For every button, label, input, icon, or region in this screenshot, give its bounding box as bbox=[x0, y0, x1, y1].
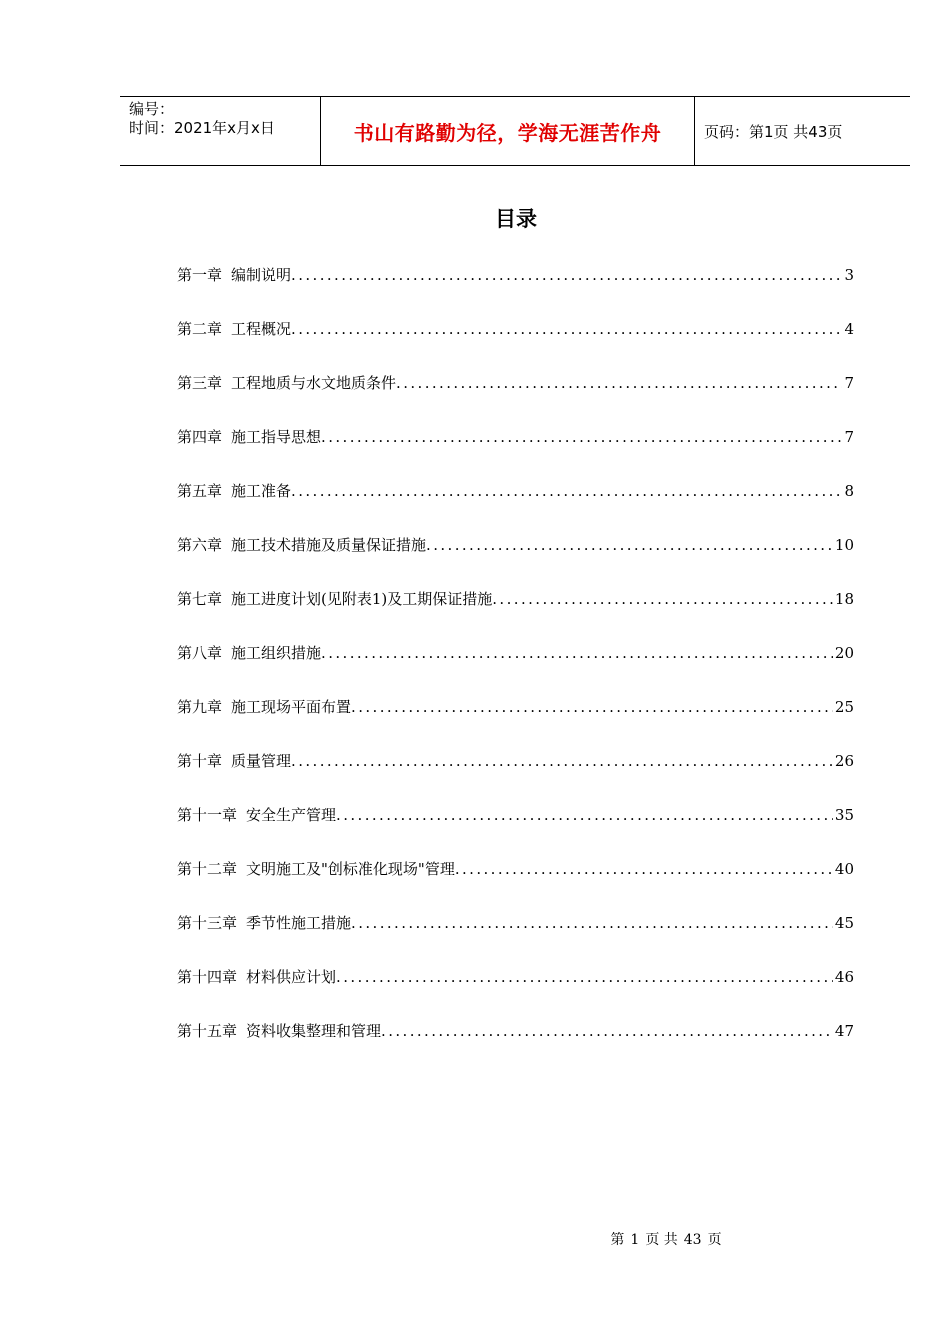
toc-entry-title: 工程概况 bbox=[231, 320, 292, 338]
toc-entry-page: 45 bbox=[834, 914, 854, 932]
toc-entry-title: 施工准备 bbox=[231, 482, 292, 500]
toc-entry-chapter: 第一章 bbox=[177, 266, 223, 284]
toc-dot-leader bbox=[291, 264, 842, 286]
toc-entry-page: 10 bbox=[834, 536, 854, 554]
toc-entry[interactable] bbox=[177, 264, 854, 318]
toc-entry[interactable] bbox=[177, 750, 854, 804]
toc-entry-title: 工程地质与水文地质条件 bbox=[231, 374, 397, 392]
toc-entry-title: 施工指导思想 bbox=[231, 428, 322, 446]
toc-entry-title: 质量管理 bbox=[231, 752, 292, 770]
toc-entry[interactable] bbox=[177, 318, 854, 372]
toc-entry[interactable] bbox=[177, 966, 854, 1020]
toc-entry-chapter: 第十一章 bbox=[177, 806, 238, 824]
time-label: 时间：2021年x月x日 bbox=[129, 119, 275, 137]
page-footer bbox=[0, 1229, 950, 1249]
toc-entry-chapter: 第十五章 bbox=[177, 1022, 238, 1040]
toc-entry-chapter: 第七章 bbox=[177, 590, 223, 608]
footer-suffix: 页 bbox=[707, 1232, 722, 1248]
toc-entry-title: 季节性施工措施 bbox=[246, 914, 352, 932]
toc-entry-page: 18 bbox=[834, 590, 854, 608]
toc-entry[interactable] bbox=[177, 426, 854, 480]
header-meta-cell bbox=[120, 97, 321, 165]
toc-dot-leader bbox=[291, 750, 833, 772]
header-page-cell bbox=[695, 97, 910, 165]
toc-entry-page: 8 bbox=[844, 482, 854, 500]
toc-entry[interactable] bbox=[177, 696, 854, 750]
header-table bbox=[120, 96, 910, 166]
toc-dot-leader bbox=[336, 804, 833, 826]
toc-entry-title: 文明施工及"创标准化现场"管理 bbox=[246, 860, 455, 878]
toc-entry-title: 施工进度计划(见附表1)及工期保证措施 bbox=[231, 590, 493, 608]
toc-dot-leader bbox=[351, 696, 833, 718]
toc-dot-leader bbox=[291, 480, 842, 502]
toc-entry-page: 20 bbox=[834, 644, 854, 662]
toc-entry[interactable] bbox=[177, 480, 854, 534]
toc-entry-title: 施工组织措施 bbox=[231, 644, 322, 662]
toc-entry-chapter: 第九章 bbox=[177, 698, 223, 716]
toc-entry-chapter: 第十四章 bbox=[177, 968, 238, 986]
toc-entry[interactable] bbox=[177, 912, 854, 966]
footer-total-pages: 43 bbox=[683, 1232, 702, 1248]
toc-dot-leader bbox=[351, 912, 833, 934]
toc-dot-leader bbox=[492, 588, 833, 610]
toc-dot-leader bbox=[321, 426, 842, 448]
number-label: 编号： bbox=[129, 100, 175, 118]
toc-entry[interactable] bbox=[177, 588, 854, 642]
toc-entry-title: 资料收集整理和管理 bbox=[246, 1022, 382, 1040]
toc-entry-chapter: 第八章 bbox=[177, 644, 223, 662]
toc-entry-title: 材料供应计划 bbox=[246, 968, 337, 986]
toc-entry-page: 7 bbox=[844, 428, 854, 446]
toc-entry-chapter: 第三章 bbox=[177, 374, 223, 392]
toc-dot-leader bbox=[321, 642, 833, 664]
toc-entry-chapter: 第六章 bbox=[177, 536, 223, 554]
toc-entry[interactable] bbox=[177, 642, 854, 696]
toc-entry-title: 安全生产管理 bbox=[246, 806, 337, 824]
toc-dot-leader bbox=[455, 858, 833, 880]
toc-dot-leader bbox=[291, 318, 842, 340]
toc-entry-chapter: 第二章 bbox=[177, 320, 223, 338]
footer-mid: 页 共 bbox=[645, 1232, 678, 1248]
page-info: 页码：第1页 共43页 bbox=[704, 122, 843, 141]
toc-entry-page: 46 bbox=[834, 968, 854, 986]
toc-entry-chapter: 第十三章 bbox=[177, 914, 238, 932]
toc-entry-chapter: 第十章 bbox=[177, 752, 223, 770]
toc-entry-chapter: 第十二章 bbox=[177, 860, 238, 878]
toc-entry-page: 35 bbox=[834, 806, 854, 824]
toc-entry-page: 47 bbox=[834, 1022, 854, 1040]
toc-title: 目录 bbox=[495, 207, 537, 231]
header-motto-cell bbox=[321, 97, 695, 165]
toc-entry-title: 施工技术措施及质量保证措施 bbox=[231, 536, 427, 554]
toc-entry-page: 4 bbox=[844, 320, 854, 338]
toc-dot-leader bbox=[381, 1020, 833, 1042]
toc-entry-page: 3 bbox=[844, 266, 854, 284]
toc-entry-chapter: 第五章 bbox=[177, 482, 223, 500]
toc-entry[interactable] bbox=[177, 1020, 854, 1074]
motto-text: 书山有路勤为径，学海无涯苦作舟 bbox=[353, 120, 662, 145]
toc-entry-page: 7 bbox=[844, 374, 854, 392]
toc-entry-title: 编制说明 bbox=[231, 266, 292, 284]
footer-prefix: 第 bbox=[610, 1232, 625, 1248]
toc-entry-title: 施工现场平面布置 bbox=[231, 698, 352, 716]
toc-entry[interactable] bbox=[177, 534, 854, 588]
toc-dot-leader bbox=[336, 966, 833, 988]
toc-entry-page: 26 bbox=[834, 752, 854, 770]
toc-dot-leader bbox=[396, 372, 842, 394]
toc-entry[interactable] bbox=[177, 804, 854, 858]
toc-entry[interactable] bbox=[177, 858, 854, 912]
toc-entry[interactable] bbox=[177, 372, 854, 426]
toc-entry-page: 25 bbox=[834, 698, 854, 716]
toc-dot-leader bbox=[426, 534, 833, 556]
footer-current-page: 1 bbox=[630, 1232, 640, 1248]
toc-entry-chapter: 第四章 bbox=[177, 428, 223, 446]
toc-list bbox=[177, 264, 854, 1074]
toc-entry-page: 40 bbox=[834, 860, 854, 878]
